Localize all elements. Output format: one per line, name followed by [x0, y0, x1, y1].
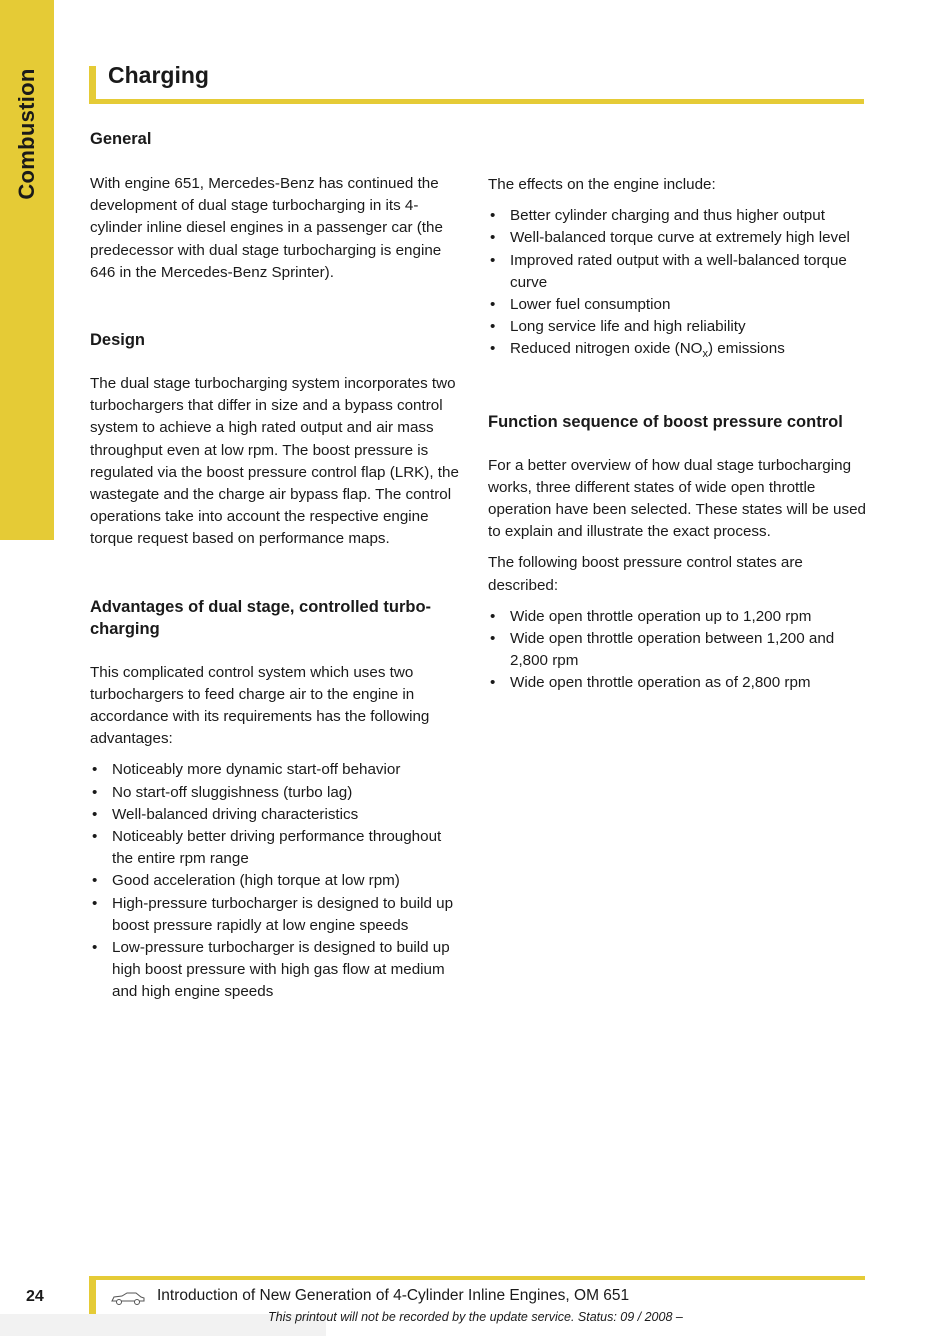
- section-heading-function: Function sequence of boost pressure control: [488, 412, 843, 431]
- right-column: [488, 174, 868, 695]
- effects-list: [488, 205, 868, 365]
- list-item: • High-pressure turbocharger is designed to build up boost pressure rapidly at low engine speeds: [90, 893, 466, 937]
- nox-suffix: ) emissions: [707, 340, 785, 358]
- list-item: • Well-balanced driving characteristics: [90, 804, 466, 826]
- list-item: • Wide open throttle operation up to 1,200 rpm: [488, 606, 868, 628]
- page-number: 24: [26, 1288, 44, 1305]
- list-item: • No start-off sluggishness (turbo lag): [90, 782, 466, 804]
- side-tab: [0, 0, 54, 540]
- nox-subscript: x: [702, 348, 708, 361]
- section-heading-general: General: [90, 130, 152, 148]
- list-item: • Noticeably better driving performance throughout the entire rpm range: [90, 826, 466, 870]
- section-heading-advantages: Advantages of dual stage, controlled turbo-charging: [90, 597, 432, 638]
- list-item: • Low-pressure turbocharger is designed to build up high boost pressure with high gas flow at medium and high engine speeds: [90, 937, 466, 1004]
- advantages-intro: This complicated control system which uses two turbochargers to feed charge air to the engine in accordance with its requirements has the following advantages:: [90, 663, 430, 748]
- list-item: • Improved rated output with a well-balanced torque curve: [488, 250, 868, 294]
- general-text: With engine 651, Mercedes-Benz has continued the development of dual stage turbocharging in its 4-cylinder inline diesel engines in a passenger car (the predecessor with dual stage turbocharging is engine 646 in the Mercedes-Benz Sprinter).: [90, 175, 443, 281]
- list-item: • Noticeably more dynamic start-off behavior: [90, 759, 466, 781]
- side-tab-label: Combustion: [14, 68, 39, 200]
- function-text-2: The following boost pressure control states are described:: [488, 554, 803, 594]
- design-text: The dual stage turbocharging system incorporates two turbochargers that differ in size and a bypass control system to achieve a high rated output and air mass throughput even at low rpm. The boost pressure is regulated via the boost pressure control flap (LRK), the wastegate and the charge air bypass flap. The control operations take into account the respective engine torque request based on performance maps.: [90, 375, 459, 548]
- page-title: Charging: [108, 62, 209, 88]
- footer-title: Introduction of New Generation of 4-Cylinder Inline Engines, OM 651: [157, 1287, 630, 1304]
- car-icon: [110, 1290, 146, 1306]
- nox-prefix: Reduced nitrogen oxide (NO: [510, 340, 703, 358]
- list-item: • Better cylinder charging and thus higher output: [488, 205, 868, 227]
- effects-intro: The effects on the engine include:: [488, 176, 716, 193]
- list-item: • Wide open throttle operation as of 2,800 rpm: [488, 672, 868, 694]
- footer-note: This printout will not be recorded by the update service. Status: 09 / 2008 –: [268, 1310, 683, 1324]
- list-item-nox: [488, 338, 868, 365]
- list-item: • Good acceleration (high torque at low rpm): [90, 870, 466, 892]
- list-item: • Lower fuel consumption: [488, 294, 868, 316]
- function-text-1: For a better overview of how dual stage turbocharging works, three different states of wide open throttle operation have been selected. These states will be used to explain and illustrate the exact process.: [488, 456, 866, 541]
- left-column: [90, 128, 466, 1004]
- section-heading-design: Design: [90, 331, 146, 350]
- list-item: • Long service life and high reliability: [488, 316, 868, 338]
- title-bar: [89, 62, 864, 104]
- list-item: • Wide open throttle operation between 1,200 and 2,800 rpm: [488, 628, 868, 672]
- list-item: • Well-balanced torque curve at extremely high level: [488, 227, 868, 249]
- advantages-list: [90, 759, 466, 1003]
- function-list: [488, 606, 868, 695]
